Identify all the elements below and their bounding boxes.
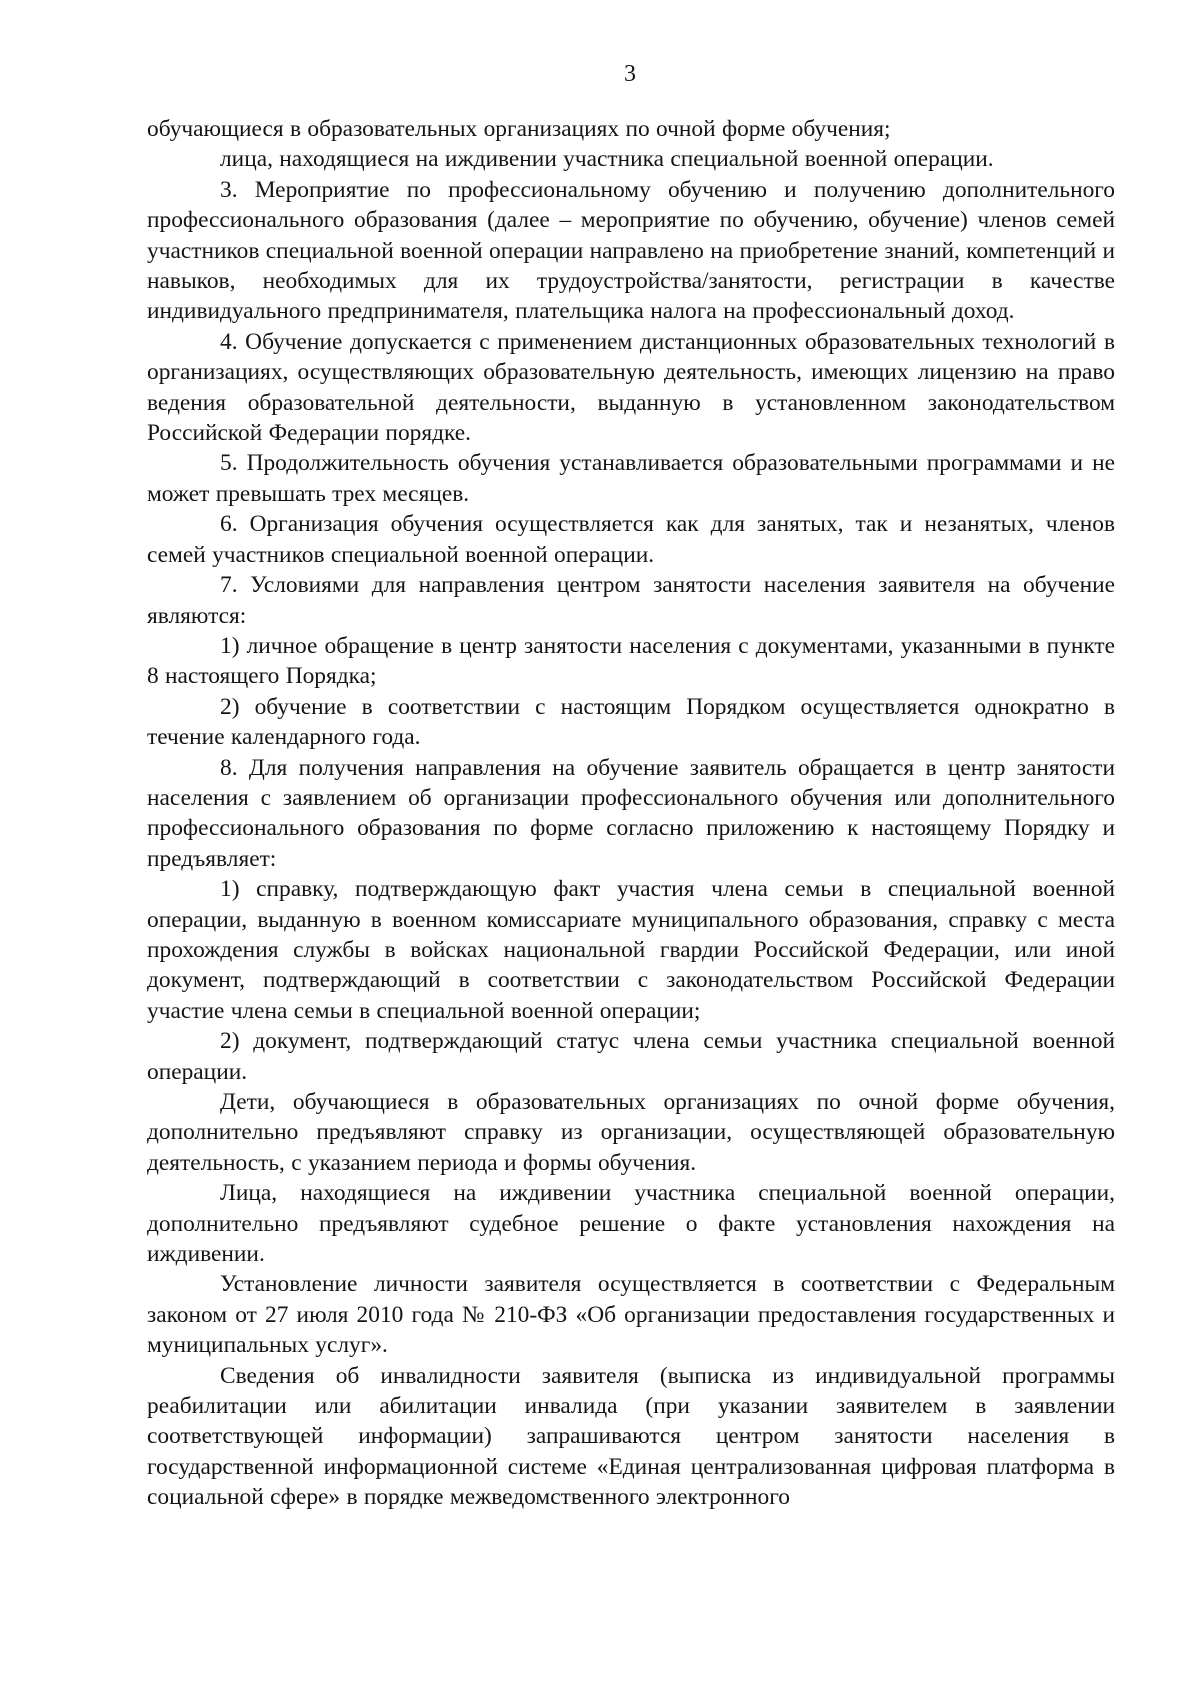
paragraph-item-7-sub-2: 2) обучение в соответствии с настоящим Порядком осуществляется однократно в течение календарного года. [147,693,1115,751]
page-number: 3 [624,61,636,87]
paragraph-item-7: 7. Условиями для направления центром занятости населения заявителя на обучение являются: [147,572,1115,629]
paragraph-disability-info: Сведения об инвалидности заявителя (выписка из индивидуальной программы реабилитации или абилитации инвалида (при указании заявителем в заявлении соответствующей информации) запрашиваются центром занятости населения в государственной информационной системе «Единая централизованная цифровая платформа в социальной сфере» в порядке межведомственного электронного [147,1362,1115,1511]
paragraph-dependents-court-decision: Лица, находящиеся на иждивении участника специальной военной операции, дополнительно предъявляют судебное решение о факте установления нахождения на иждивении. [147,1180,1115,1268]
paragraph-item-6: 6. Организация обучения осуществляется как для занятых, так и незанятых, членов семей участников специальной военной операции. [147,511,1115,568]
paragraph-item-5: 5. Продолжительность обучения устанавливается образовательными программами и не может превышать трех месяцев. [147,450,1115,507]
paragraph-item-4: 4. Обучение допускается с применением дистанционных образовательных технологий в организациях, осуществляющих образовательную деятельность, имеющих лицензию на право ведения образовательной деятельности, выданную в установленном законодательством Российской Федерации порядке. [147,328,1115,447]
paragraph-item-7-sub-1: 1) личное обращение в центр занятости населения с документами, указанными в пункте 8 настоящего Порядка; [147,632,1115,690]
paragraph-item-8: 8. Для получения направления на обучение заявитель обращается в центр занятости населения с заявлением об организации профессионального обучения или дополнительного профессионального образования по форме согласно приложению к настоящему Порядку и предъявляет: [147,754,1115,872]
paragraph-dependents: лица, находящиеся на иждивении участника специальной военной операции. [220,146,994,173]
paragraph-students-continuation: обучающиеся в образовательных организациях по очной форме обучения; [147,116,891,142]
paragraph-item-3: 3. Мероприятие по профессиональному обучению и получению дополнительного профессионального образования (далее – мероприятие по обучению, обучение) членов семей участников специальной военной операции направлено на приобретение знаний, компетенций и навыков, необходимых для их трудоустройства/занятости, регистрации в качестве индивидуального предпринимателя, плательщика налога на профессиональный доход. [147,176,1115,325]
document-body [147,114,1115,1513]
paragraph-identity-verification: Установление личности заявителя осуществляется в соответствии с Федеральным законом от 27 июля 2010 года № 210-ФЗ «Об организации предоставления государственных и муниципальных услуг». [147,1271,1115,1359]
paragraph-children-students: Дети, обучающиеся в образовательных организациях по очной форме обучения, дополнительно предъявляют справку из организации, осуществляющей образовательную деятельность, с указанием периода и формы обучения. [147,1089,1115,1176]
paragraph-item-8-sub-2: 2) документ, подтверждающий статус члена семьи участника специальной военной операции. [147,1028,1115,1085]
paragraph-item-8-sub-1: 1) справку, подтверждающую факт участия члена семьи в специальной военной операции, выданную в военном комиссариате муниципального образования, справку с места прохождения службы в войсках национальной гвардии Российской Федерации, или иной документ, подтверждающий в соответствии с законодательством Российской Федерации участие члена семьи в специальной военной операции; [147,876,1115,1024]
